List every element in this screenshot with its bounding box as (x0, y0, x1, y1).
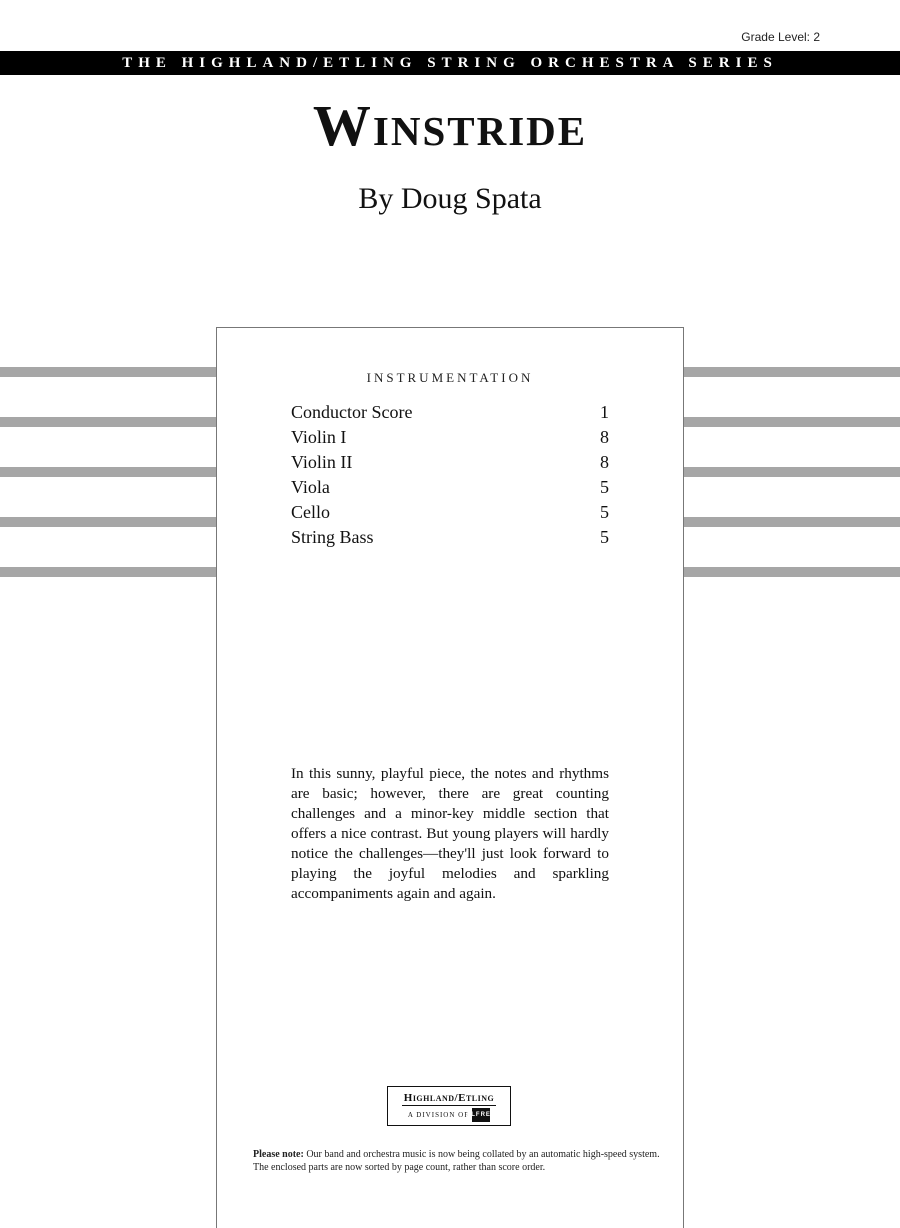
instrument-row (291, 500, 609, 525)
alfred-logo-icon: ALFRED (472, 1108, 490, 1122)
staff-line-right (684, 417, 900, 427)
staff-line-right (684, 367, 900, 377)
instrument-name: Violin I (291, 427, 347, 447)
instrument-count: 5 (600, 477, 609, 497)
staff-line-left (0, 517, 216, 527)
instrument-name: Conductor Score (291, 402, 413, 422)
collation-note (253, 1148, 663, 1174)
info-panel (216, 327, 684, 1228)
staff-line-right (684, 567, 900, 577)
instrument-name: Violin II (291, 452, 353, 472)
instrument-count: 1 (600, 402, 609, 422)
instrument-name: String Bass (291, 527, 374, 547)
piece-title: Winstride (312, 93, 588, 158)
piece-description: In this sunny, playful piece, the notes and rhythms are basic; however, there are great counting challenges and a minor-key middle section that offers a nice contrast. But young players will hardly notice the challenges—they'll just look forward to playing the joyful melodies and sparkling accompaniments again and again. (291, 765, 609, 902)
instrumentation-list (291, 400, 609, 550)
publisher-logo (387, 1086, 511, 1126)
instrument-row (291, 425, 609, 450)
note-label: Please note: (253, 1149, 304, 1160)
instrument-count: 5 (600, 502, 609, 522)
composer-credit: By Doug Spata (358, 182, 542, 215)
note-text: Our band and orchestra music is now being collated by an automatic high-speed system. The enclosed parts are now sorted by page count, rather than score order. (253, 1149, 660, 1173)
series-title: THE HIGHLAND/ETLING STRING ORCHESTRA SERIES (122, 54, 778, 71)
staff-line-left (0, 467, 216, 477)
staff-line-left (0, 417, 216, 427)
instrument-count: 8 (600, 452, 609, 472)
staff-line-left (0, 567, 216, 577)
publisher-name: Highland/Etling (403, 1091, 495, 1104)
instrument-name: Viola (291, 477, 330, 497)
instrument-count: 8 (600, 427, 609, 447)
instrument-count: 5 (600, 527, 609, 547)
instrument-row (291, 400, 609, 425)
instrument-name: Cello (291, 502, 330, 522)
series-banner (0, 51, 900, 75)
instrument-row (291, 525, 609, 550)
instrumentation-heading: INSTRUMENTATION (366, 370, 534, 385)
instrument-row (291, 450, 609, 475)
staff-line-left (0, 367, 216, 377)
publisher-division (407, 1108, 497, 1122)
staff-line-right (684, 517, 900, 527)
division-text: A DIVISION OF (407, 1110, 470, 1119)
staff-line-right (684, 467, 900, 477)
instrument-row (291, 475, 609, 500)
grade-level: Grade Level: 2 (741, 30, 820, 44)
